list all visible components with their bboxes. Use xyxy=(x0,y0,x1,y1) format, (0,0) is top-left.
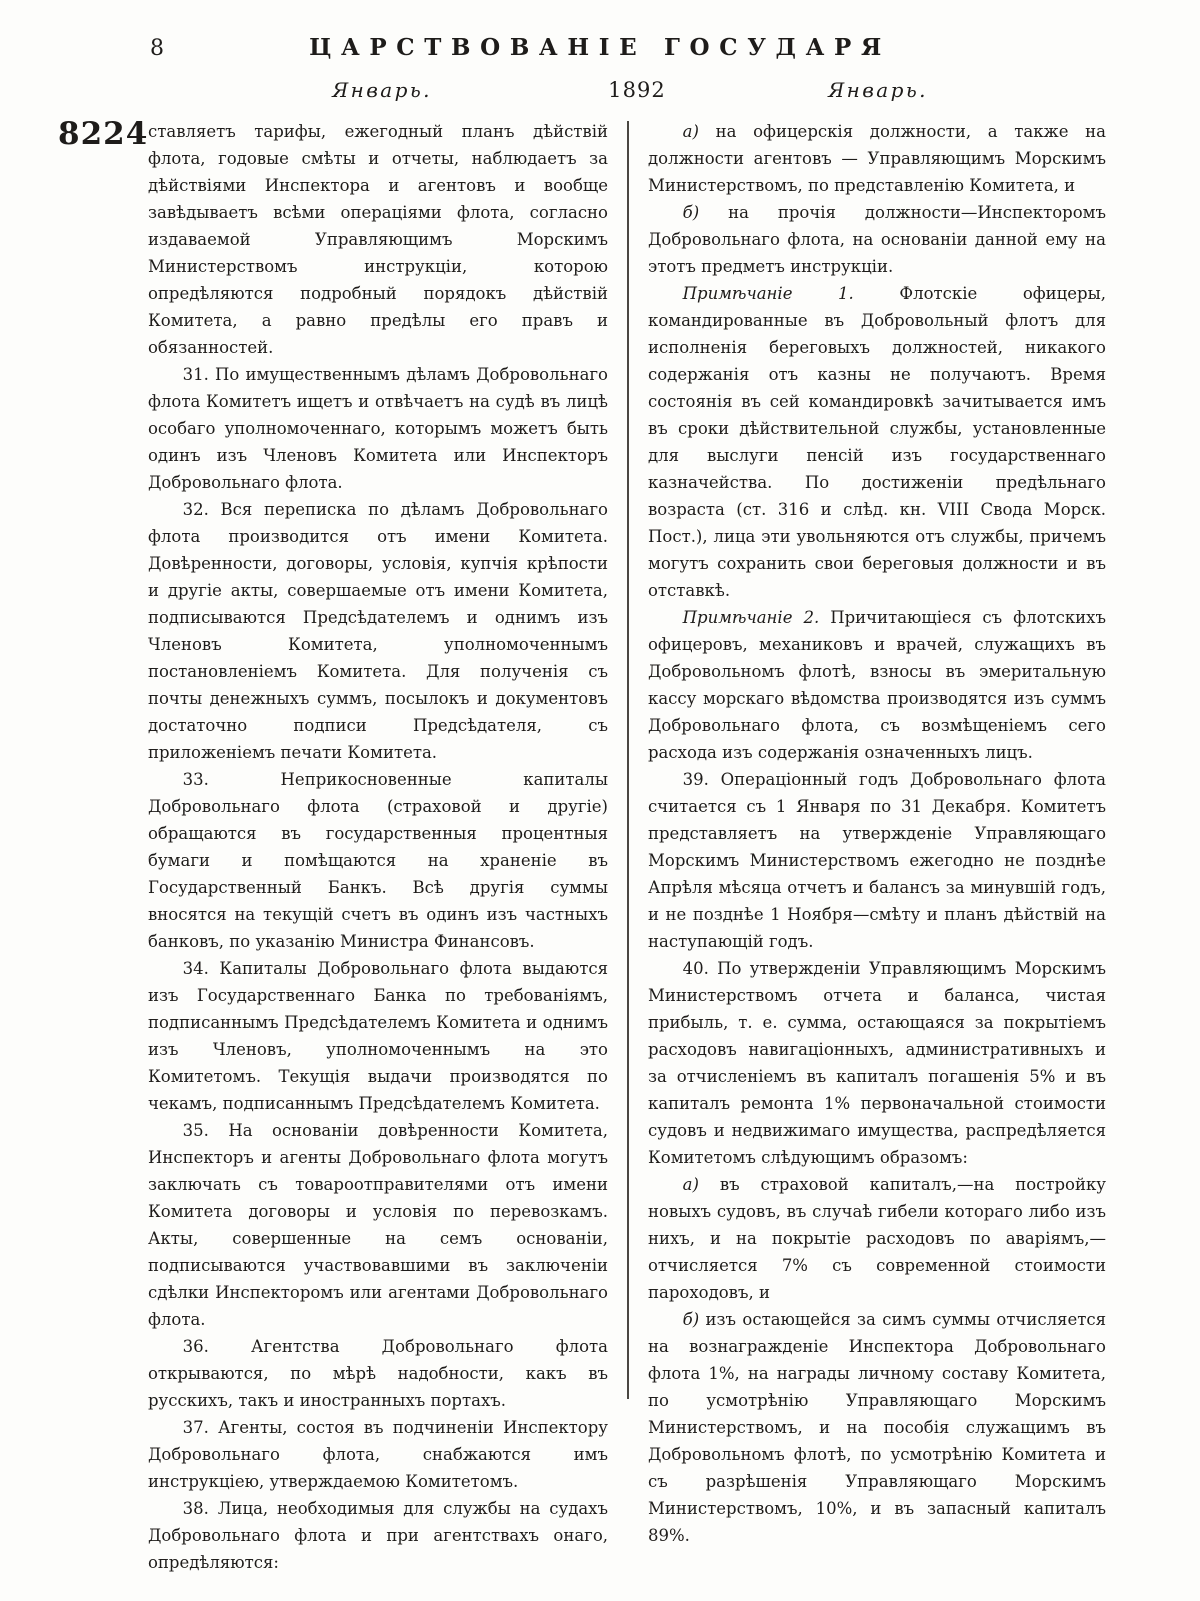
paragraph: 31. По имущественнымъ дѣламъ Добровольнаго флота Комитетъ ищетъ и отвѣчаетъ на судѣ въ лицѣ особаго уполномоченнаго, которымъ можетъ быть одинъ изъ Членовъ Комитета или Инспекторъ Добровольнаго флота. xyxy=(148,365,608,492)
paragraph: а) на офицерскія должности, а также на должности агентовъ — Управляющимъ Морскимъ Министерствомъ, по представленію Комитета, и xyxy=(648,122,1106,195)
paragraph: а) въ страховой капиталъ,—на постройку новыхъ судовъ, въ случаѣ гибели котораго либо изъ нихъ, и на покрытіе расходовъ по аваріямъ,—отчисляется 7% съ современной стоимости пароходовъ, и xyxy=(648,1175,1107,1302)
column-divider xyxy=(627,121,629,1399)
paragraph: 38. Лица, необходимыя для службы на судахъ Добровольнаго флота и при агентствахъ онаго, опредѣляются: xyxy=(148,1499,608,1572)
paragraph-lead: Примѣчаніе 2. xyxy=(682,608,820,627)
paragraph: 34. Капиталы Добровольнаго флота выдаются изъ Государственнаго Банка по требованіямъ, подписаннымъ Предсѣдателемъ Комитета и однимъ изъ Членовъ, уполномоченнымъ на это Комитетомъ. Текущія выдачи производятся по чекамъ, подписаннымъ Предсѣдателемъ Комитета. xyxy=(148,959,608,1113)
paragraph: 35. На основаніи довѣренности Комитета, Инспекторъ и агенты Добровольнаго флота могутъ заключать съ товароотправителями отъ имени Комитета договоры и условія по перевозкамъ. Акты, совершенные на семъ основаніи, подписываются участвовавшими въ заключеніи сдѣлки Инспекторомъ или агентами Добровольнаго флота. xyxy=(148,1121,608,1329)
act-number: 8224 xyxy=(58,116,149,152)
page-number: 8 xyxy=(150,36,164,61)
running-head-left: Январь. xyxy=(332,78,432,102)
paragraph: 37. Агенты, состоя въ подчиненіи Инспектору Добровольнаго флота, снабжаются имъ инструкціею, утверждаемою Комитетомъ. xyxy=(148,1418,608,1491)
paragraph: 36. Агентства Добровольнаго флота открываются, по мѣрѣ надобности, какъ въ русскихъ, такъ и иностранныхъ портахъ. xyxy=(148,1337,608,1410)
running-head-right: Январь. xyxy=(828,78,928,102)
paragraph: 32. Вся переписка по дѣламъ Добровольнаго флота производится отъ имени Комитета. Довѣренности, договоры, условія, купчія крѣпости и другіе акты, совершаемые отъ имени Комитета, подписываются Предсѣдателемъ и однимъ изъ Членовъ Комитета, уполномоченнымъ постановленіемъ Комитета. Для полученія съ почты денежныхъ суммъ, посылокъ и документовъ достаточно подписи Предсѣдателя, съ приложеніемъ печати Комитета. xyxy=(148,500,608,762)
left-column xyxy=(148,118,608,1576)
paragraph-lead: Примѣчаніе 1. xyxy=(682,284,854,303)
paragraph: ставляетъ тарифы, ежегодный планъ дѣйствій флота, годовые смѣты и отчеты, наблюдаетъ за дѣйствіями Инспектора и агентовъ и вообще завѣдываетъ всѣми операціями флота, согласно издаваемой Управляющимъ Морскимъ Министерствомъ инструкціи, которою опредѣляются подробный порядокъ дѣйствій Комитета, а равно предѣлы его правъ и обязанностей. xyxy=(148,122,608,357)
page-title: ЦАРСТВОВАНІЕ ГОСУДАРЯ xyxy=(309,34,891,61)
paragraph: б) изъ остающейся за симъ суммы отчисляется на вознагражденіе Инспектора Добровольнаго флота 1%, на награды личному составу Комитета, по усмотрѣнію Управляющаго Морскимъ Министерствомъ, и на пособія служащимъ въ Добровольномъ флотѣ, по усмотрѣнію Комитета и съ разрѣшенія Управляющаго Морскимъ Министерствомъ, 10%, и въ запасный капиталъ 89%. xyxy=(648,1310,1106,1545)
paragraph-lead: а) xyxy=(682,1175,699,1194)
paragraph-lead: б) xyxy=(682,203,700,222)
paragraph: б) на прочія должности—Инспекторомъ Добровольнаго флота, на основаніи данной ему на этотъ предметъ инструкціи. xyxy=(648,203,1107,276)
paragraph: 33. Неприкосновенные капиталы Добровольнаго флота (страховой и другіе) обращаются въ государственныя процентныя бумаги и помѣщаются на храненіе въ Государственный Банкъ. Всѣ другія суммы вносятся на текущій счетъ въ одинъ изъ частныхъ банковъ, по указанію Министра Финансовъ. xyxy=(148,770,608,951)
right-column xyxy=(648,118,1106,1549)
year-label: 1892 xyxy=(608,78,666,102)
paragraph: 39. Операціонный годъ Добровольнаго флота считается съ 1 Января по 31 Декабря. Комитетъ представляетъ на утвержденіе Управляющаго Морскимъ Министерствомъ ежегодно не позднѣе Апрѣля мѣсяца отчетъ и балансъ за минувшій годъ, и не позднѣе 1 Ноября—смѣту и планъ дѣйствій на наступающій годъ. xyxy=(648,770,1106,951)
paragraph-lead: б) xyxy=(682,1310,700,1329)
paragraph: Примѣчаніе 1. Флотскіе офицеры, командированные въ Добровольный флотъ для исполненія береговыхъ должностей, никакого содержанія отъ казны не получаютъ. Время состоянія въ сей командировкѣ зачитывается имъ въ сроки дѣйствительной службы, установленные для выслуги пенсій изъ государственнаго казначейства. По достиженіи предѣльнаго возраста (ст. 316 и слѣд. кн. VIII Свода Морск. Пост.), лица эти увольняются отъ службы, причемъ могутъ сохранить свои береговыя должности и въ отставкѣ. xyxy=(648,284,1106,600)
paragraph: Примѣчаніе 2. Причитающіеся съ флотскихъ офицеровъ, механиковъ и врачей, служащихъ въ Добровольномъ флотѣ, взносы въ эмеритальную кассу морскаго вѣдомства производятся изъ суммъ Добровольнаго флота, съ возмѣщеніемъ сего расхода изъ содержанія означенныхъ лицъ. xyxy=(648,608,1106,762)
paragraph: 40. По утвержденіи Управляющимъ Морскимъ Министерствомъ отчета и баланса, чистая прибыль, т. е. сумма, остающаяся за покрытіемъ расходовъ навигаціонныхъ, административныхъ и за отчисленіемъ въ капиталъ погашенія 5% и въ капиталъ ремонта 1% первоначальной стоимости судовъ и недвижимаго имущества, распредѣляется Комитетомъ слѣдующимъ образомъ: xyxy=(648,959,1106,1167)
paragraph-lead: а) xyxy=(682,122,699,141)
